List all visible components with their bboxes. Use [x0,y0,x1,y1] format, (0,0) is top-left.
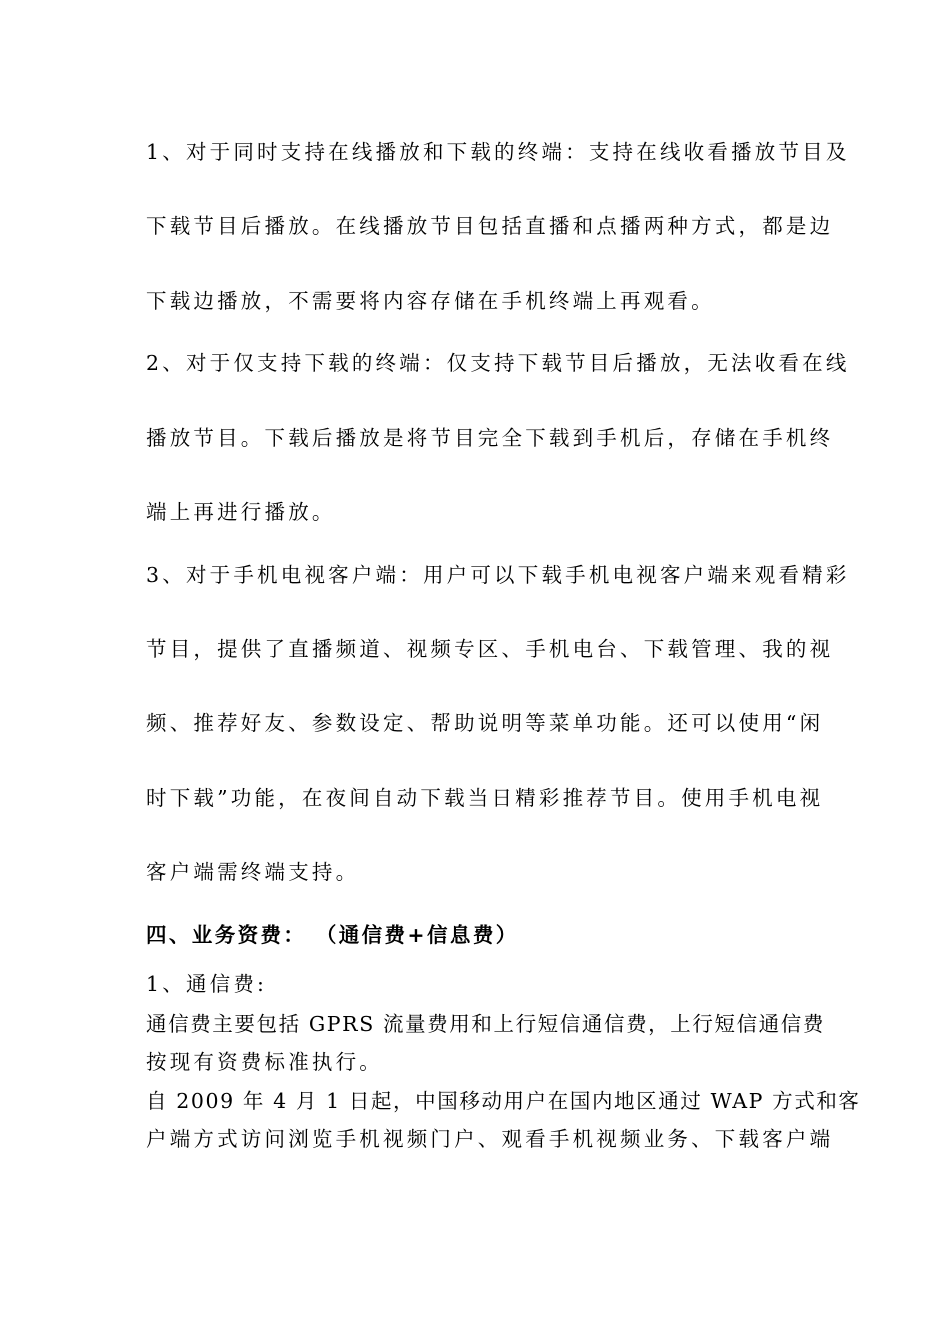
item2-line-2: 播放节目。下载后播放是将节目完全下载到手机后，存储在手机终 [146,426,834,450]
item3-line-4: 时下载”功能，在夜间自动下载当日精彩推荐节目。使用手机电视 [146,786,824,810]
item1-line-2: 下载节目后播放。在线播放节目包括直播和点播两种方式，都是边 [146,214,834,238]
item3-line-3: 频、推荐好友、参数设定、帮助说明等菜单功能。还可以使用“闲 [146,711,824,735]
item3-line-5: 客户端需终端支持。 [146,860,360,884]
para1-line-1: 通信费主要包括 GPRS 流量费用和上行短信通信费，上行短信通信费 [146,1012,825,1036]
para2-line-2: 户端方式访问浏览手机视频门户、观看手机视频业务、下载客户端 [146,1127,834,1151]
section-four-heading: 四、业务资费： （通信费+信息费） [146,923,519,947]
item2-line-3: 端上再进行播放。 [146,500,336,524]
para1-line-2: 按现有资费标准执行。 [146,1050,383,1074]
item2-line-1: 2、对于仅支持下载的终端：仅支持下载节目后播放，无法收看在线 [146,351,850,375]
fee-subtitle: 1、通信费: [146,972,268,996]
item1-line-1: 1、对于同时支持在线播放和下载的终端：支持在线收看播放节目及 [146,140,850,164]
item3-line-1: 3、对于手机电视客户端：用户可以下载手机电视客户端来观看精彩 [146,563,850,587]
para2-line-1: 自 2009 年 4 月 1 日起，中国移动用户在国内地区通过 WAP 方式和客 [146,1089,861,1113]
item3-line-2: 节目，提供了直播频道、视频专区、手机电台、下载管理、我的视 [146,637,834,661]
item1-line-3: 下载边播放，不需要将内容存储在手机终端上再观看。 [146,289,715,313]
